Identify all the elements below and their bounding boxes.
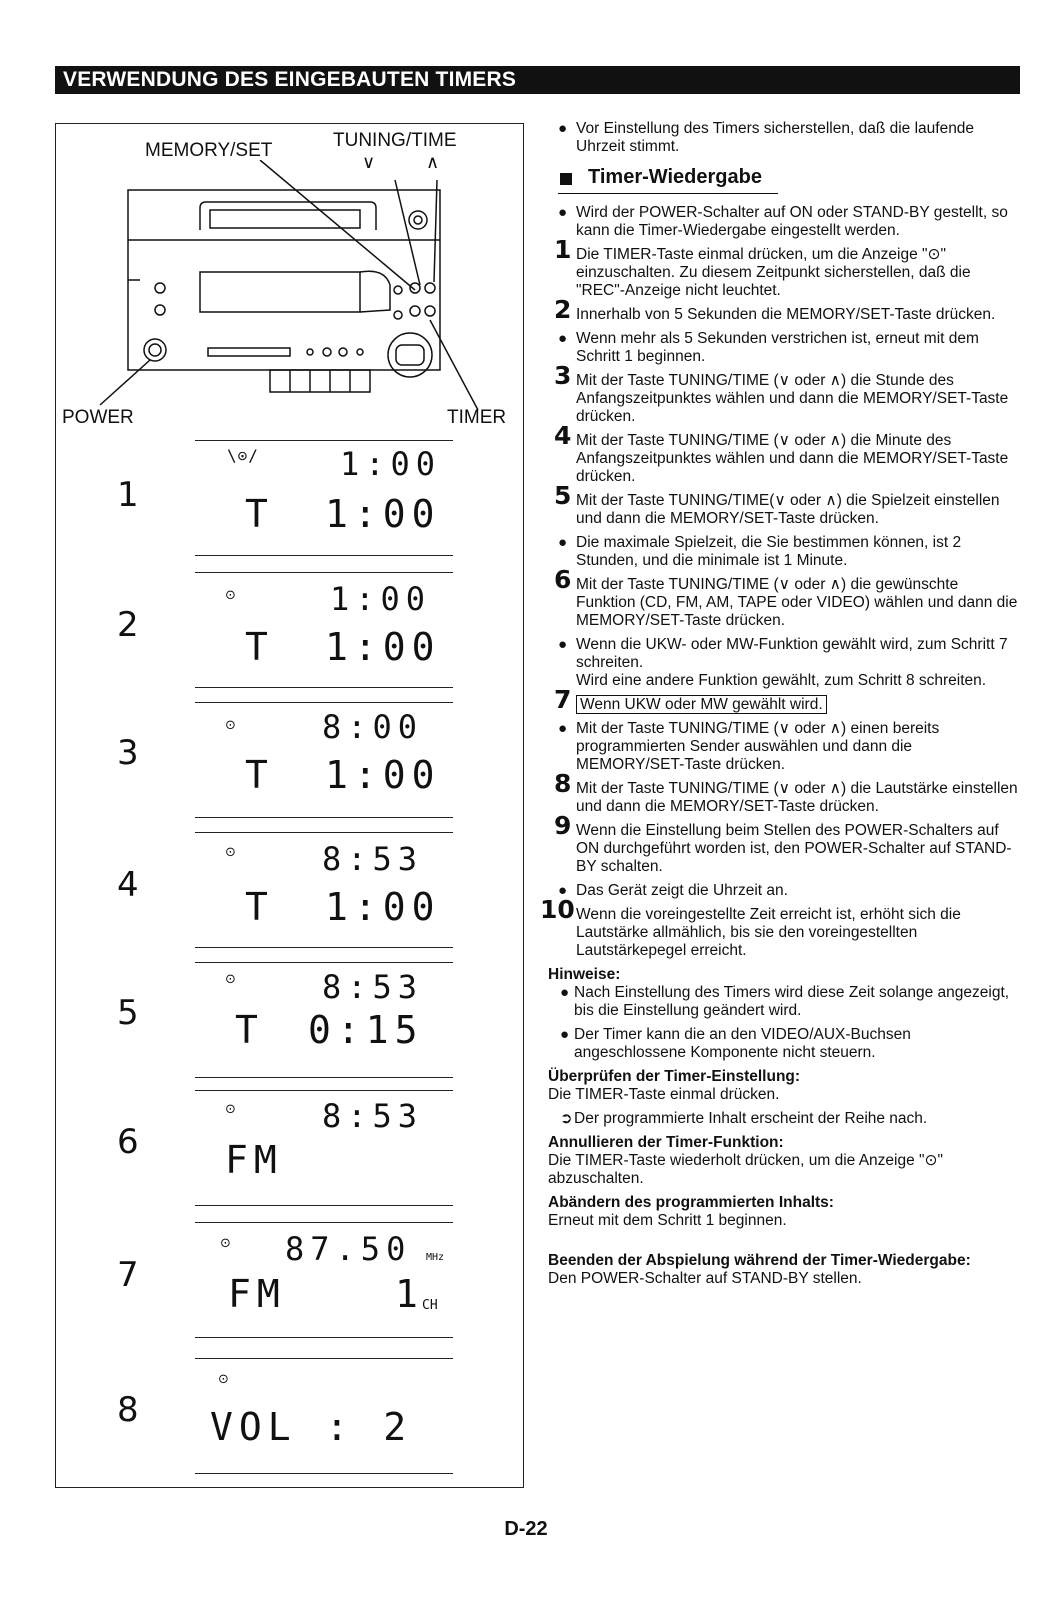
instructions-column — [540, 120, 1020, 1294]
lcd-bottom-readout: 0:15 — [308, 1008, 424, 1052]
lcd-bottom-label: T — [245, 625, 274, 669]
up-arrow-icon: ∧ — [426, 152, 440, 172]
lcd-bottom-readout: 1:00 — [325, 492, 441, 536]
change-text: Erneut mit dem Schritt 1 beginnen. — [548, 1212, 787, 1229]
bullet-item: ● Wird der POWER-Schalter auf ON oder STAND-BY gestellt, so kann die Timer-Wiedergabe eingestellt werden. — [558, 204, 1008, 239]
channel-label: CH — [422, 1298, 438, 1313]
cancel-heading: Annullieren der Timer-Funktion: — [548, 1134, 784, 1151]
lcd-top-readout: 8:00 — [322, 708, 424, 746]
step-item-2: 2 Innerhalb von 5 Sekunden die MEMORY/SET-Taste drücken. — [554, 295, 996, 324]
mhz-unit: MHz — [426, 1252, 445, 1263]
end-text: Den POWER-Schalter auf STAND-BY stellen. — [548, 1270, 862, 1287]
memory-set-label: MEMORY/SET — [145, 140, 273, 161]
clock-icon: ⊙ — [225, 588, 236, 603]
intro-note: ● Vor Einstellung des Timers sicherstellen, daß die laufende Uhrzeit stimmt. — [558, 120, 975, 155]
step-number: 3 — [117, 733, 139, 773]
bullet-item: ● Wenn mehr als 5 Sekunden verstrichen ist, erneut mit dem Schritt 1 beginnen. — [558, 330, 979, 365]
step-item-1: 1 Die TIMER-Taste einmal drücken, um die Anzeige "⊙" einzuschalten. Zu diesem Zeitpunkt sicherstellen, daß die "REC"-Anzeige nicht leuchtet. — [554, 235, 971, 299]
change-heading: Abändern des programmierten Inhalts: — [548, 1194, 834, 1211]
step-number: 4 — [117, 865, 139, 905]
blinking-clock-icon: \⊙/ — [227, 446, 259, 465]
lcd-top-readout: 8:53 — [322, 1097, 424, 1135]
bullet-item: ● Wenn die UKW- oder MW-Funktion gewählt wird, zum Schritt 7 schreiten. Wird eine andere Funktion gewählt, zum Schritt 8 schreiten. — [558, 636, 1008, 689]
note-item: ● Nach Einstellung des Timers wird diese Zeit solange angezeigt, bis die Einstellung geändert wird. — [560, 984, 1010, 1019]
lcd-bottom-readout: FM — [225, 1138, 283, 1182]
lcd-bottom-label: T — [245, 492, 274, 536]
step-item-4: 4 Mit der Taste TUNING/TIME (∨ oder ∧) die Minute des Anfangszeitpunktes wählen und dann die MEMORY/SET-Taste drücken. — [554, 421, 1009, 485]
timer-playback-heading: Timer-Wiedergabe — [540, 168, 1020, 186]
lcd-bottom-readout: 1:00 — [325, 625, 441, 669]
page-number: D-22 — [504, 1518, 548, 1540]
step-item-7: 7 Wenn UKW oder MW gewählt wird. — [540, 696, 1020, 714]
bullet-item: ● Die maximale Spielzeit, die Sie bestimmen können, ist 2 Stunden, und die minimale ist 1 Minute. — [558, 534, 962, 569]
clock-icon: ⊙ — [225, 845, 236, 860]
step-item-3: 3 Mit der Taste TUNING/TIME (∨ oder ∧) die Stunde des Anfangszeitpunktes wählen und dann die MEMORY/SET-Taste drücken. — [554, 361, 1009, 425]
check-text: Die TIMER-Taste einmal drücken. — [548, 1086, 780, 1103]
power-label: POWER — [62, 407, 134, 428]
lcd-bottom-label: T — [245, 885, 274, 929]
clock-icon: ⊙ — [225, 1102, 236, 1117]
lcd-bottom-label: T — [235, 1008, 264, 1052]
lcd-bottom-label: T — [245, 753, 274, 797]
check-bullet: ➲ Der programmierte Inhalt erscheint der Reihe nach. — [560, 1110, 928, 1127]
bullet-item: ● Mit der Taste TUNING/TIME (∨ oder ∧) einen bereits programmierten Sender auswählen und dann die MEMORY/SET-Taste drücken. — [558, 720, 940, 773]
step-number: 6 — [117, 1122, 139, 1162]
step-item-9: 9 Wenn die Einstellung beim Stellen des POWER-Schalters auf ON durchgeführt worden ist, den POWER-Schalter auf STAND-BY schalten. — [554, 811, 1012, 875]
clock-icon: ⊙ — [225, 718, 236, 733]
tuning-time-label: TUNING/TIME — [333, 130, 457, 151]
stereo-device-illustration — [60, 160, 520, 410]
timer-label: TIMER — [447, 407, 507, 428]
step-item-6: 6 Mit der Taste TUNING/TIME (∨ oder ∧) die gewünschte Funktion (CD, FM, AM, TAPE oder VIDEO) wählen und dann die MEMORY/SET-Taste drücken. — [554, 565, 1018, 629]
lcd-top-readout: 1:00 — [340, 445, 442, 483]
lcd-bottom-readout: VOL : 2 — [210, 1405, 413, 1449]
lcd-bottom-readout: 1:00 — [325, 885, 441, 929]
down-arrow-icon: ∨ — [362, 152, 376, 172]
step-item-8: 8 Mit der Taste TUNING/TIME (∨ oder ∧) die Lautstärke einstellen und dann die MEMORY/SET-Taste drücken. — [554, 769, 1018, 815]
lcd-top-readout: 8:53 — [322, 968, 424, 1006]
step-number: 5 — [117, 993, 139, 1033]
lcd-top-readout: 1:00 — [330, 580, 432, 618]
notes-heading: Hinweise: — [548, 966, 621, 983]
step-number: 2 — [117, 605, 139, 645]
section-header-bar — [55, 66, 1020, 94]
lcd-bottom-label: FM — [228, 1272, 286, 1316]
clock-icon: ⊙ — [220, 1236, 231, 1251]
step-number: 7 — [117, 1255, 139, 1295]
lcd-top-readout: 87.50 — [285, 1230, 412, 1268]
clock-icon: ⊙ — [218, 1372, 229, 1387]
section-title: VERWENDUNG DES EINGEBAUTEN TIMERS — [63, 68, 517, 91]
step-item-5: 5 Mit der Taste TUNING/TIME(∨ oder ∧) die Spielzeit einstellen und dann die MEMORY/SET-Taste drücken. — [554, 481, 1000, 527]
lcd-bottom-readout: 1:00 — [325, 753, 441, 797]
note-item: ● Der Timer kann die an den VIDEO/AUX-Buchsen angeschlossene Komponente nicht steuern. — [560, 1026, 911, 1061]
bullet-item: ● Das Gerät zeigt die Uhrzeit an. — [558, 882, 788, 899]
clock-icon: ⊙ — [225, 972, 236, 987]
end-heading: Beenden der Abspielung während der Timer-Wiedergabe: — [548, 1252, 971, 1269]
step-number: 8 — [117, 1390, 139, 1430]
cancel-text: Die TIMER-Taste wiederholt drücken, um die Anzeige "⊙" abzuschalten. — [548, 1152, 944, 1187]
lcd-top-readout: 8:53 — [322, 840, 424, 878]
lcd-bottom-readout: 1 — [395, 1272, 424, 1316]
step-number: 1 — [117, 475, 139, 515]
step-item-10: 10 Wenn die voreingestellte Zeit erreicht ist, erhöht sich die Lautstärke allmählich, bis sie den voreingestellten Lautstärkepegel erreicht. — [540, 895, 961, 959]
check-heading: Überprüfen der Timer-Einstellung: — [548, 1068, 801, 1085]
